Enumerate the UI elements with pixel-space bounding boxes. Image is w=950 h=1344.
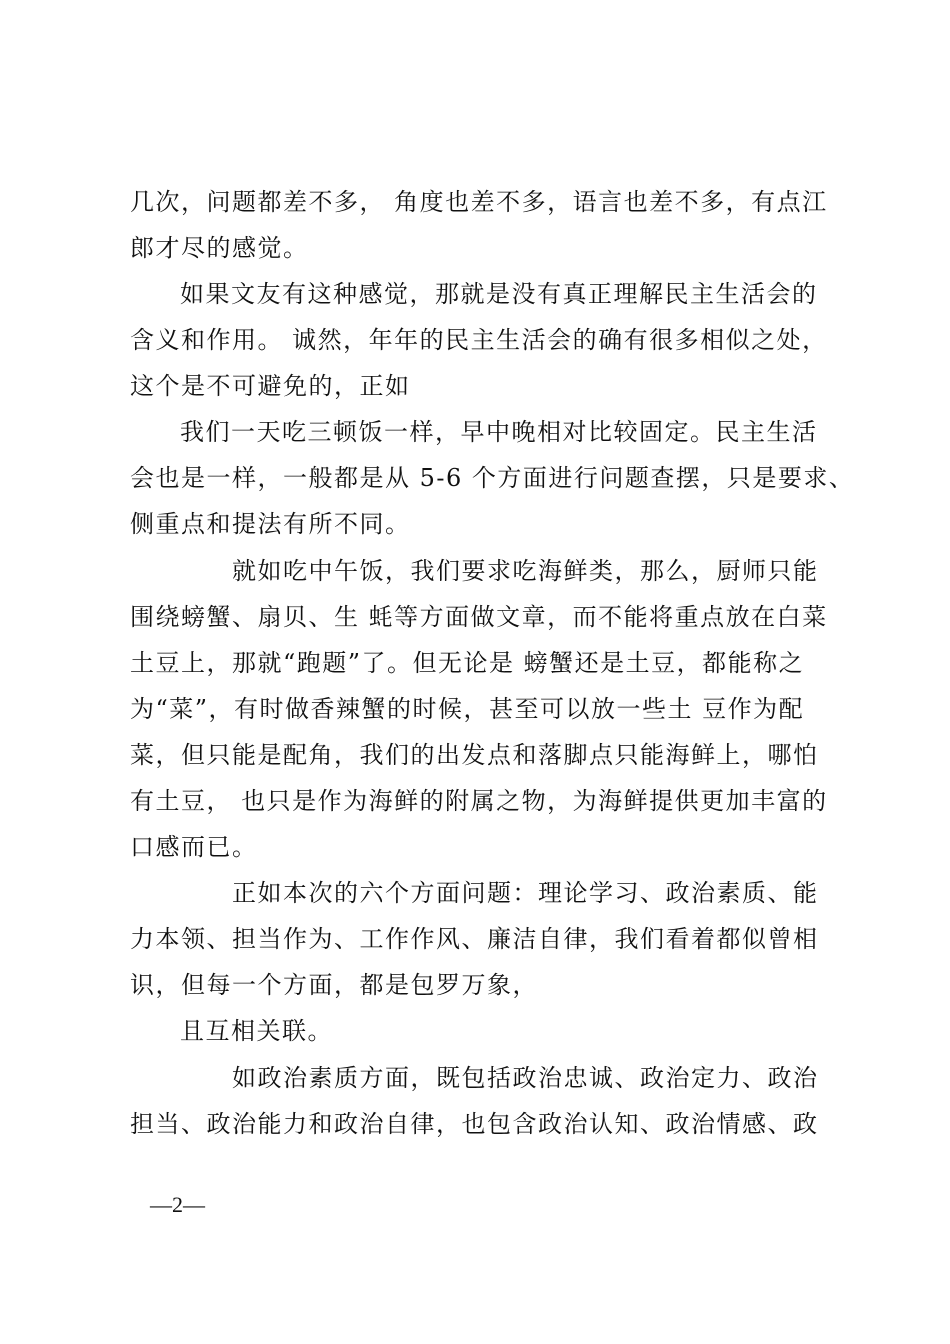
text-line-2: 郎才尽的感觉。 xyxy=(130,234,309,262)
text-line-11: 土豆上，那就“跑题”了。但无论是 螃蟹还是土豆，都能称之 xyxy=(130,649,805,677)
text-line-14: 有土豆， 也只是作为海鲜的附属之物，为海鲜提供更加丰富的 xyxy=(130,787,828,815)
text-line-16: 正如本次的六个方面问题：理论学习、政治素质、能 xyxy=(232,879,819,907)
text-line-7: 会也是一样，一般都是从 5-6 个方面进行问题查摆，只是要求、 xyxy=(130,464,855,492)
text-line-20: 如政治素质方面，既包括政治忠诚、政治定力、政治 xyxy=(232,1064,819,1092)
text-line-5: 这个是不可避免的，正如 xyxy=(130,372,411,400)
text-line-3: 如果文友有这种感觉，那就是没有真正理解民主生活会的 xyxy=(180,280,818,308)
text-line-17: 力本领、担当作为、工作作风、廉洁自律，我们看着都似曾相 xyxy=(130,925,819,953)
text-line-6: 我们一天吃三顿饭一样，早中晚相对比较固定。民主生活 xyxy=(180,418,818,446)
text-line-10: 围绕螃蟹、扇贝、生 蚝等方面做文章，而不能将重点放在白菜 xyxy=(130,603,828,631)
text-line-19: 且互相关联。 xyxy=(180,1017,333,1045)
text-line-4: 含义和作用。 诚然，年年的民主生活会的确有很多相似之处， xyxy=(130,326,828,354)
text-line-12: 为“菜”，有时做香辣蟹的时候，甚至可以放一些土 豆作为配 xyxy=(130,695,805,723)
text-line-8: 侧重点和提法有所不同。 xyxy=(130,510,411,538)
page-number: —2— xyxy=(150,1192,205,1217)
text-line-18: 识，但每一个方面，都是包罗万象， xyxy=(130,971,538,999)
text-line-21: 担当、政治能力和政治自律，也包含政治认知、政治情感、政 xyxy=(130,1110,819,1138)
text-line-13: 菜，但只能是配角，我们的出发点和落脚点只能海鲜上，哪怕 xyxy=(130,741,819,769)
text-line-15: 口感而已。 xyxy=(130,833,258,861)
text-line-1: 几次，问题都差不多， 角度也差不多，语言也差不多，有点江 xyxy=(130,188,828,216)
text-line-9: 就如吃中午饭，我们要求吃海鲜类，那么，厨师只能 xyxy=(232,557,819,585)
